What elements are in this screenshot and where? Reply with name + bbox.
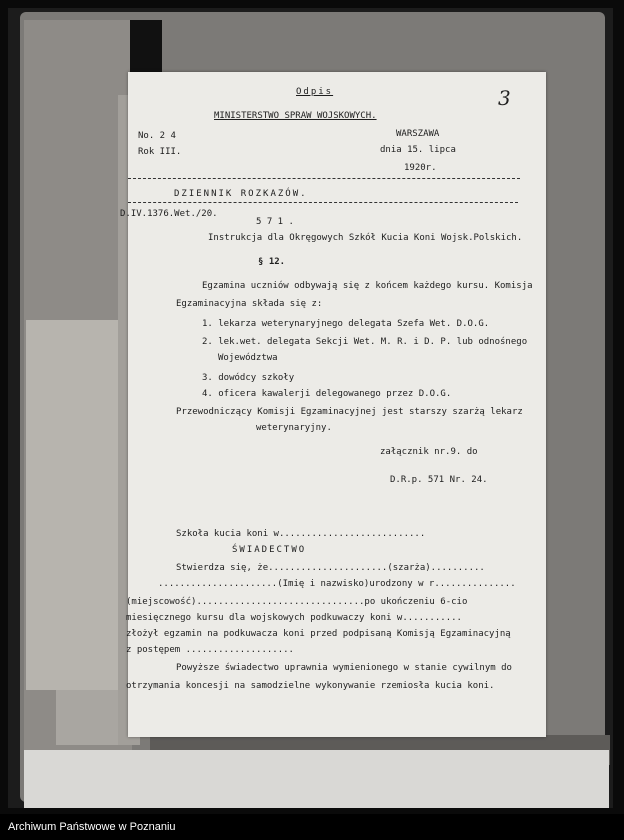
- form-line: złożył egzamin na podkuwacza koni przed podpisaną Komisją Egzaminacyjną: [126, 629, 511, 639]
- form-line: (miejscowość)...............................po ukończeniu 6-cio: [126, 597, 468, 607]
- committee-item: 2. lek.wet. delegata Sekcji Wet. M. R. i D. P. lub odnośnego: [202, 337, 528, 347]
- left-paper-strip: [26, 320, 128, 690]
- issue-year: Rok III.: [138, 147, 182, 157]
- instruction-title: Instrukcja dla Okręgowych Szkół Kucia Koni Wojsk.Polskich.: [208, 233, 523, 243]
- issue-date: dnia 15. lipca: [380, 145, 456, 155]
- form-line: miesięcznego kursu dla wojskowych podkuwaczy koni w...........: [126, 613, 462, 623]
- journal-title: DZIENNIK ROZKAZÓW.: [174, 189, 308, 199]
- paragraph-sign: § 12.: [258, 257, 286, 267]
- intro-line: Egzaminacyjna składa się z:: [176, 299, 323, 309]
- committee-item: 4. oficera kawalerji delegowanego przez D.O.G.: [202, 389, 452, 399]
- page-number: 3: [498, 86, 511, 110]
- archive-name: Archiwum Państwowe w Poznaniu: [8, 821, 176, 833]
- committee-item: 1. lekarza weterynaryjnego delegata Szefa Wet. D.O.G.: [202, 319, 490, 329]
- document-page: [120, 72, 546, 737]
- school-line: Szkoła kucia koni w...........................: [176, 529, 426, 539]
- chair-line: Przewodniczący Komisji Egzaminacyjnej jest starszy szarżą lekarz: [176, 407, 523, 417]
- archive-footer: [0, 814, 624, 840]
- left-paper-tab: [56, 690, 118, 745]
- ministry-name: MINISTERSTWO SPRAW WOJSKOWYCH.: [214, 111, 377, 121]
- order-number: 5 7 1 .: [256, 217, 294, 227]
- bottom-margin: [24, 750, 609, 808]
- intro-line: Egzamina uczniów odbywają się z końcem każdego kursu. Komisja: [202, 281, 533, 291]
- form-line: Stwierdza się, że......................(szarża)..........: [176, 563, 485, 573]
- form-line: z postępem ....................: [126, 645, 294, 655]
- certificate-title: ŚWIADECTWO: [232, 545, 307, 555]
- closing-line: otrzymania koncesji na samodzielne wykonywanie rzemiosła kucia koni.: [126, 681, 495, 691]
- city: WARSZAWA: [396, 129, 440, 139]
- attachment-reference: załącznik nr.9. do: [380, 447, 478, 457]
- committee-item: Województwa: [218, 353, 278, 363]
- attachment-reference: D.R.p. 571 Nr. 24.: [390, 475, 488, 485]
- closing-line: Powyższe świadectwo uprawnia wymienionego w stanie cywilnym do: [176, 663, 512, 673]
- copy-heading: Odpis: [296, 87, 334, 97]
- form-line: ......................(Imię i nazwisko)urodzony w r...............: [158, 579, 516, 589]
- separator-line: [128, 178, 520, 179]
- separator-line: [128, 202, 518, 203]
- issue-number: No. 2 4: [138, 131, 176, 141]
- chair-line: weterynaryjny.: [256, 423, 332, 433]
- committee-item: 3. dowódcy szkoły: [202, 373, 295, 383]
- issue-year-date: 1920r.: [404, 163, 437, 173]
- reference-number: D.IV.1376.Wet./20.: [120, 209, 218, 219]
